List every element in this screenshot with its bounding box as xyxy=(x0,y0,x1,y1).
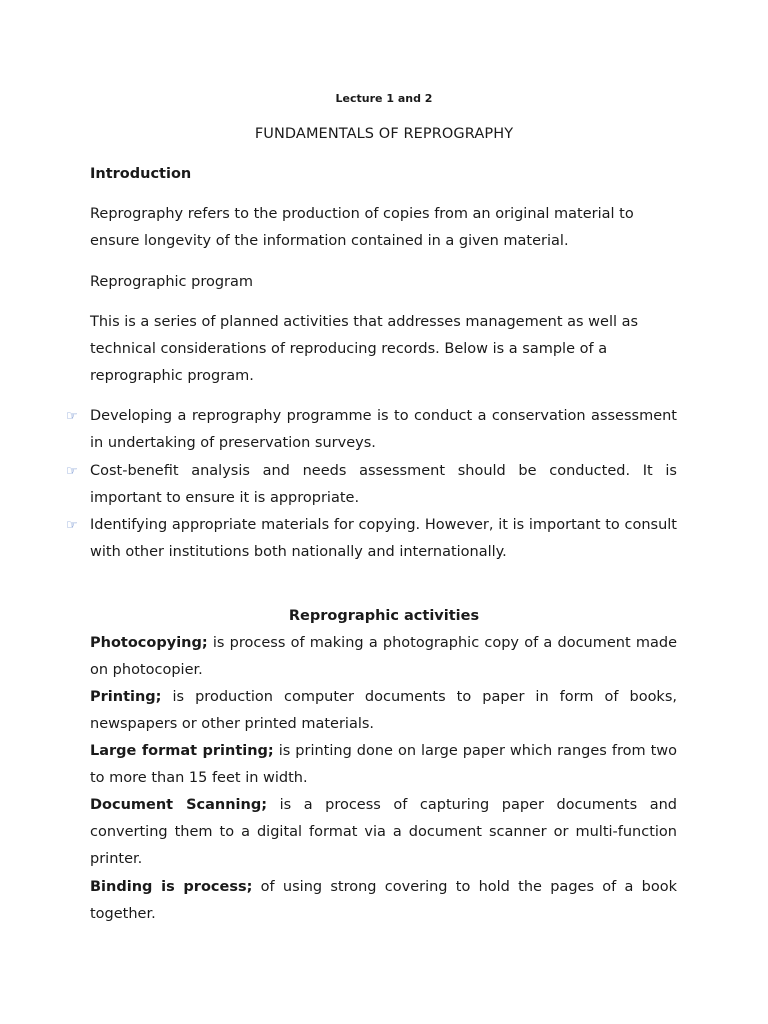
pointing-hand-icon: ☞ xyxy=(66,518,78,533)
lecture-label: Lecture 1 and 2 xyxy=(335,92,433,105)
bullet-item xyxy=(66,403,677,457)
activities-heading: Reprographic activities xyxy=(288,608,480,624)
activity-description: of using strong covering to hold the pages of a book together. xyxy=(90,879,678,922)
activity-description: is production computer documents to paper in form of books, newspapers or other printed materials. xyxy=(90,689,677,732)
activity-term: Printing; xyxy=(90,689,162,705)
program-heading: Reprographic program xyxy=(90,274,254,290)
activity-term: Binding is process; xyxy=(90,879,253,895)
pointing-hand-icon: ☞ xyxy=(66,409,78,424)
activity-term: Photocopying; xyxy=(90,635,208,651)
bullet-item xyxy=(66,512,677,566)
document-title: FUNDAMENTALS OF REPROGRAPHY xyxy=(254,126,514,142)
pointing-hand-icon: ☞ xyxy=(66,464,78,479)
program-paragraph: This is a series of planned activities that addresses management as well as technical considerations of reproducing records. Below is a sample of a reprographic program. xyxy=(90,314,639,384)
intro-paragraph: Reprography refers to the production of copies from an original material to ensure longevity of the information contained in a given material. xyxy=(90,206,634,249)
activity-term: Document Scanning; xyxy=(90,797,268,813)
activity-description: is printing done on large paper which ranges from two to more than 15 feet in width. xyxy=(90,743,678,786)
bullet-text: Identifying appropriate materials for copying. However, it is important to consult with other institutions both nationally and internationally. xyxy=(90,517,677,560)
activity-item-printing xyxy=(90,684,677,738)
activity-item-scanning xyxy=(90,792,677,873)
activity-item-large-format xyxy=(90,738,677,792)
activity-description: is a process of capturing paper documents and converting them to a digital format via a document scanner or multi-function printer. xyxy=(90,797,677,867)
activity-description: is process of making a photographic copy of a document made on photocopier. xyxy=(90,635,677,678)
bullet-text: Cost-benefit analysis and needs assessment should be conducted. It is important to ensure it is appropriate. xyxy=(90,463,677,506)
bullet-text: Developing a reprography programme is to conduct a conservation assessment in undertaking of preservation surveys. xyxy=(90,408,677,451)
activity-item-binding xyxy=(90,874,677,928)
intro-heading: Introduction xyxy=(90,166,192,182)
activity-term: Large format printing; xyxy=(90,743,274,759)
activity-item-photocopying xyxy=(90,630,677,684)
bullet-item xyxy=(66,458,677,512)
